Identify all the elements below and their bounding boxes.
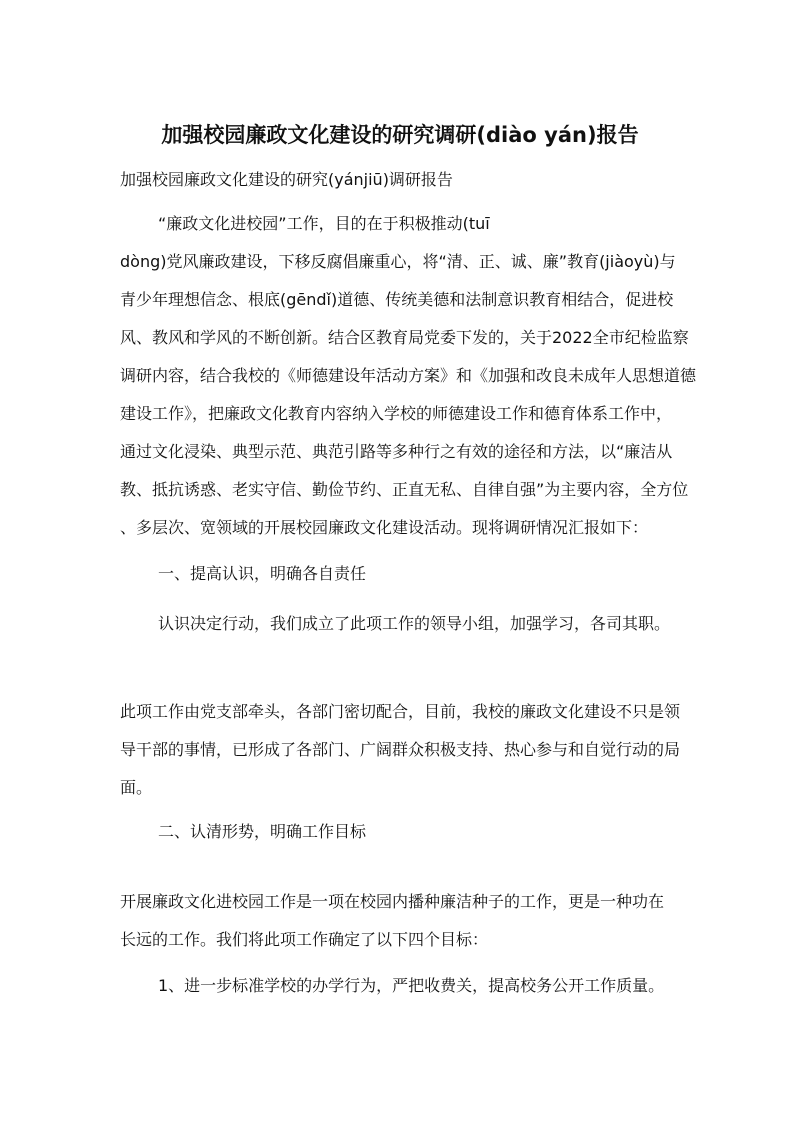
- paragraph-line: “廉政文化进校园”工作，目的在于积极推动(tuī: [158, 214, 490, 233]
- paragraph-line: 教、抵抗诱惑、老实守信、勤俭节约、正直无私、自律自强”为主要内容，全方位: [120, 480, 689, 499]
- paragraph-line: 风、教风和学风的不断创新。结合区教育局党委下发的，关于2022全市纪检监察: [120, 328, 689, 347]
- paragraph-line: 此项工作由党支部牵头，各部门密切配合，目前，我校的廉政文化建设不只是领: [120, 702, 681, 721]
- paragraph-line: 青少年理想信念、根底(gēndǐ)道德、传统美德和法制意识教育相结合，促进校: [120, 290, 674, 309]
- section-heading: 一、提高认识，明确各自责任: [158, 564, 367, 583]
- paragraph-line: 开展廉政文化进校园工作是一项在校园内播种廉洁种子的工作，更是一种功在: [120, 892, 665, 911]
- paragraph-line: 面。: [120, 778, 153, 797]
- paragraph-line: 建设工作》，把廉政文化教育内容纳入学校的师德建设工作和德育体系工作中，: [120, 404, 673, 423]
- section-heading: 二、认清形势，明确工作目标: [158, 822, 367, 841]
- paragraph-line: 通过文化浸染、典型示范、典范引路等多种行之有效的途径和方法，以“廉洁从: [120, 442, 673, 461]
- paragraph-line: 调研内容，结合我校的《师德建设年活动方案》和《加强和改良未成年人思想道德: [120, 366, 697, 385]
- paragraph-line: 认识决定行动，我们成立了此项工作的领导小组，加强学习，各司其职。: [158, 614, 671, 633]
- paragraph-line: dòng)党风廉政建设，下移反腐倡廉重心，将“清、正、诚、廉”教育(jiàoyù)与: [120, 252, 676, 271]
- document-subtitle: 加强校园廉政文化建设的研究(yánjiū)调研报告: [120, 170, 453, 189]
- paragraph-line: 导干部的事情，已形成了各部门、广阔群众积极支持、热心参与和自觉行动的局: [120, 740, 681, 759]
- paragraph-line: 长远的工作。我们将此项工作确定了以下四个目标：: [120, 930, 489, 949]
- list-item: 1、进一步标准学校的办学行为，严把收费关，提高校务公开工作质量。: [158, 976, 665, 995]
- document-title: 加强校园廉政文化建设的研究调研(diào yán)报告: [161, 123, 639, 147]
- paragraph-line: 、多层次、宽领域的开展校园廉政文化建设活动。现将调研情况汇报如下：: [120, 518, 649, 537]
